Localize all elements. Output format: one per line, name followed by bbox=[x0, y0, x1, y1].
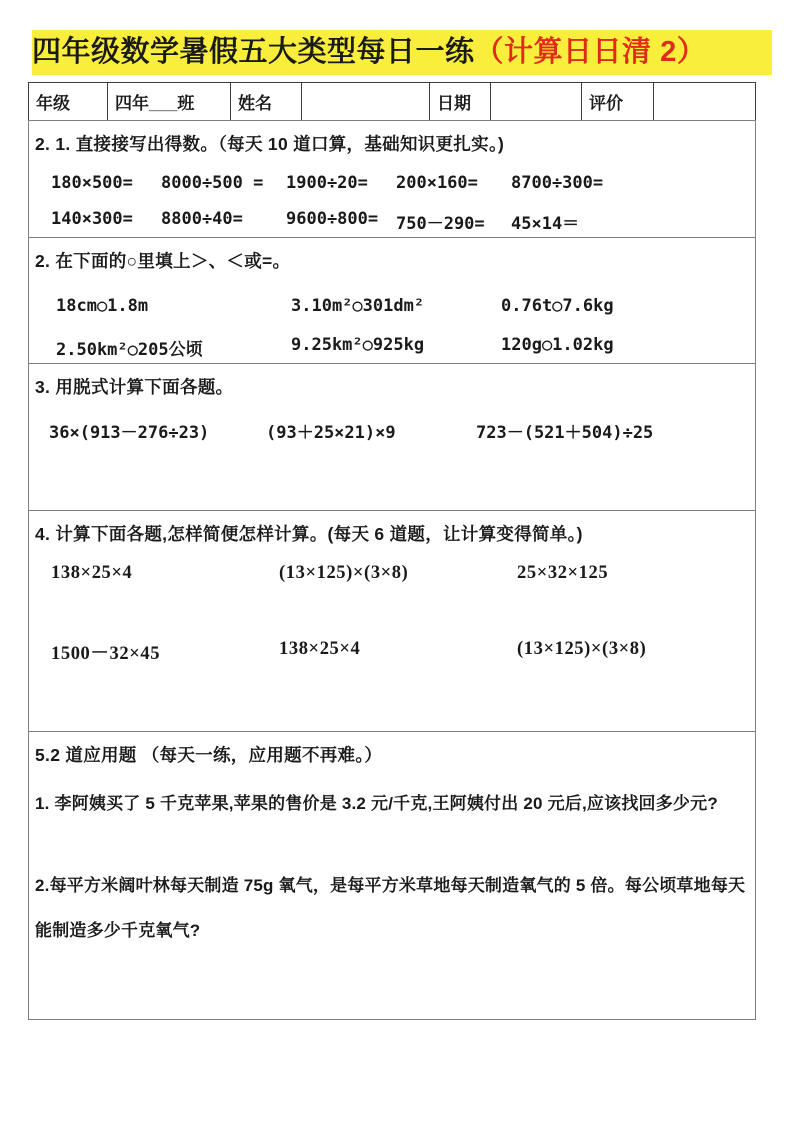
worksheet-title bbox=[32, 30, 772, 75]
oral-calc-row-1 bbox=[35, 173, 749, 193]
word-problem-1: 1. 李阿姨买了 5 千克苹果,苹果的售价是 3.2 元/千克,王阿姨付出 20 元后,应该找回多少元? bbox=[35, 794, 718, 813]
expression: 36×(913－276÷23) bbox=[49, 423, 210, 443]
expression: 45×14＝ bbox=[511, 214, 580, 234]
compare-row-2 bbox=[35, 335, 749, 360]
expression: (13×125)×(3×8) bbox=[517, 639, 647, 659]
simplify-row-1 bbox=[35, 563, 749, 584]
expression: 18cm○1.8m bbox=[56, 296, 149, 316]
expression: 9.25km²○925kg bbox=[291, 335, 425, 355]
grade-label-cell: 年级 bbox=[29, 83, 108, 121]
expression: 8700÷300= bbox=[511, 173, 604, 193]
grade-class-cell: 四年___班 bbox=[108, 83, 231, 121]
expression: 9600÷800= bbox=[286, 209, 379, 229]
section-compare-fill bbox=[28, 237, 756, 364]
expression: (13×125)×(3×8) bbox=[279, 563, 409, 583]
expression: 200×160= bbox=[396, 173, 478, 193]
expression: 25×32×125 bbox=[517, 563, 609, 583]
expression: 1500－32×45 bbox=[51, 644, 161, 664]
section-5-heading: 5.2 道应用题 （每天一练，应用题不再难。） bbox=[35, 745, 383, 765]
expression: 138×25×4 bbox=[51, 563, 133, 583]
step-calc-row bbox=[35, 418, 749, 443]
section-4-heading: 4. 计算下面各题,怎样简便怎样计算。(每天 6 道题，让计算变得简单。) bbox=[35, 524, 583, 544]
section-oral-calculation bbox=[28, 120, 756, 238]
section-step-calculation bbox=[28, 363, 756, 511]
title-highlight-text: （计算日日清 2） bbox=[474, 36, 707, 68]
section-1-heading: 2. 1. 直接接写出得数。（每天 10 道口算，基础知识更扎实。) bbox=[35, 134, 505, 154]
section-3-heading: 3. 用脱式计算下面各题。 bbox=[35, 377, 234, 397]
expression: 0.76t○7.6kg bbox=[501, 296, 614, 316]
expression: 138×25×4 bbox=[279, 639, 361, 659]
compare-row-1 bbox=[35, 296, 749, 316]
name-input-cell[interactable] bbox=[302, 83, 430, 121]
student-info-table bbox=[28, 82, 756, 121]
expression: 120g○1.02kg bbox=[501, 335, 614, 355]
expression: 723－(521＋504)÷25 bbox=[476, 423, 654, 443]
section-word-problems bbox=[28, 731, 756, 1020]
section-2-heading: 2. 在下面的○里填上＞、＜或=。 bbox=[35, 251, 291, 271]
date-input-cell[interactable] bbox=[491, 83, 582, 121]
evaluation-label-cell: 评价 bbox=[582, 83, 654, 121]
expression: 180×500= bbox=[51, 173, 133, 193]
word-problem-2: 2.每平方米阔叶林每天制造 75g 氧气，是每平方米草地每天制造氧气的 5 倍。每公顷草地每天能制造多少千克氧气? bbox=[35, 876, 746, 940]
title-main-text: 四年级数学暑假五大类型每日一练 bbox=[32, 36, 475, 68]
expression: 8000÷500 = bbox=[161, 173, 264, 193]
expression: 140×300= bbox=[51, 209, 133, 229]
section-1-number: 2. bbox=[35, 134, 51, 154]
simplify-row-2 bbox=[35, 639, 749, 665]
expression: 2.50km²○205公顷 bbox=[56, 340, 203, 360]
expression: 3.10m²○301dm² bbox=[291, 296, 425, 316]
expression: 8800÷40= bbox=[161, 209, 243, 229]
date-label-cell: 日期 bbox=[430, 83, 491, 121]
expression: (93＋25×21)×9 bbox=[266, 423, 396, 443]
oral-calc-row-2 bbox=[35, 209, 749, 234]
expression: 750－290= bbox=[396, 214, 485, 234]
evaluation-input-cell[interactable] bbox=[654, 83, 756, 121]
section-simplify-calculation bbox=[28, 510, 756, 732]
name-label-cell: 姓名 bbox=[231, 83, 302, 121]
expression: 1900÷20= bbox=[286, 173, 368, 193]
